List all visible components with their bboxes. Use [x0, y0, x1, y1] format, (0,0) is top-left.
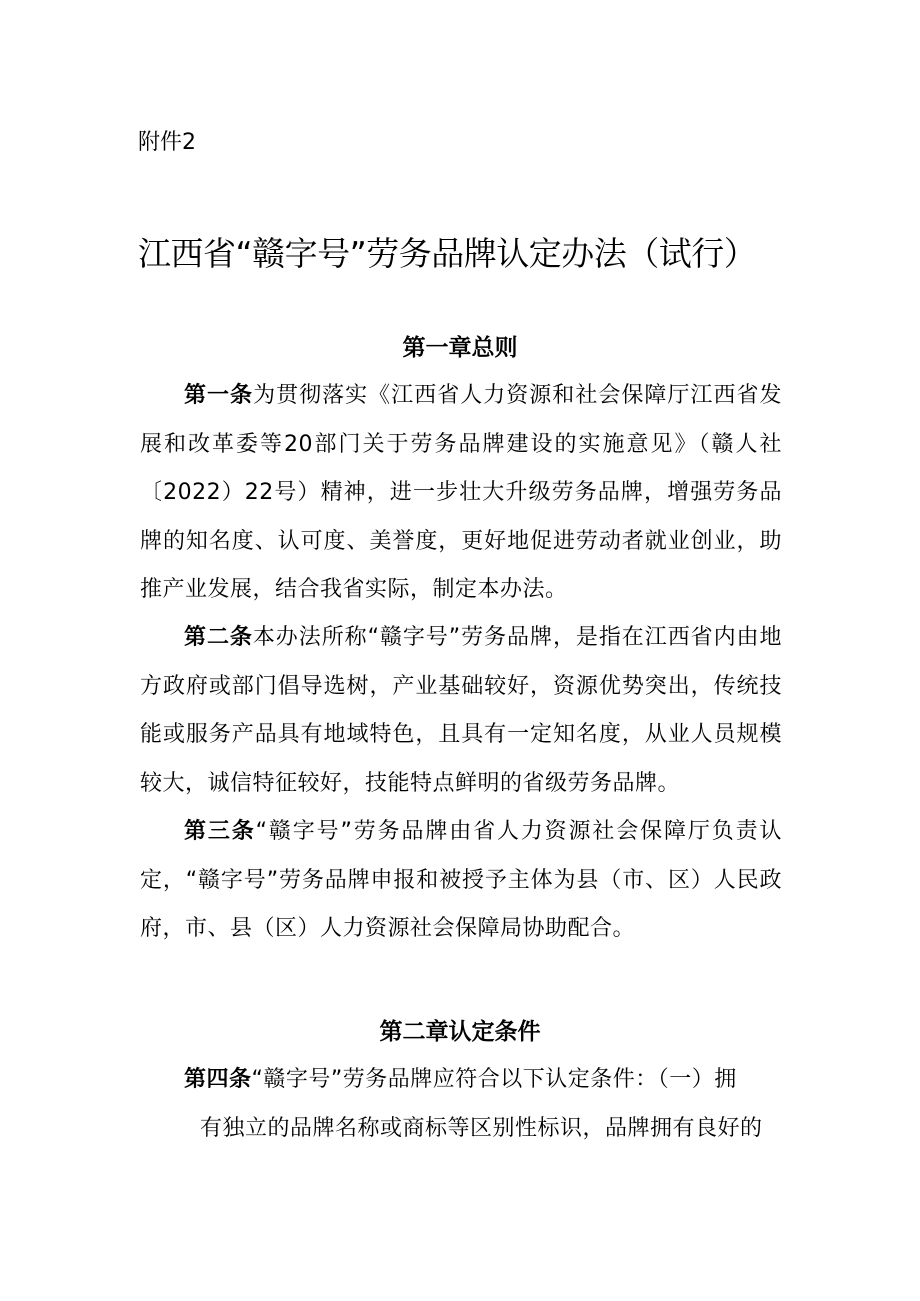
article-1-text: 为贯彻落实《江西省人力资源和社会保障厅江西省发展和改革委等20部门关于劳务品牌建设的实施意见》（赣人社〔2022）22号）精神，进一步壮大升级劳务品牌，增强劳务品牌的知名度、认可度、美誉度，更好地促进劳动者就业创业，助推产业发展，结合我省实际，制定本办法。 [140, 383, 782, 602]
chapter-heading-1: 第一章总则 [402, 335, 518, 361]
article-3-text: “赣字号”劳务品牌由省人力资源社会保障厅负责认定，“赣字号”劳务品牌申报和被授予主体为县（市、区）人民政府，市、县（区）人力资源社会保障局协助配合。 [140, 819, 782, 941]
article-4-number: 第四条 [184, 1067, 252, 1092]
article-2-number: 第二条 [184, 625, 253, 650]
article-3 [140, 808, 782, 954]
chapter-heading-2: 第二章认定条件 [379, 1019, 541, 1045]
article-2-text: 本办法所称“赣字号”劳务品牌，是指在江西省内由地方政府或部门倡导选树，产业基础较好，资源优势突出，传统技能或服务产品具有地域特色，且具有一定知名度，从业人员规模较大，诚信特征较好，技能特点鲜明的省级劳务品牌。 [140, 625, 782, 796]
article-1-number: 第一条 [184, 383, 254, 408]
attachment-label: 附件2 [138, 130, 196, 155]
article-4-text-line2: 有独立的品牌名称或商标等区别性标识，品牌拥有良好的 [200, 1115, 763, 1141]
article-3-number: 第三条 [184, 819, 256, 844]
article-4 [140, 1056, 782, 1153]
article-1 [140, 372, 782, 615]
article-2 [140, 614, 782, 808]
article-4-text-line1: “赣字号”劳务品牌应符合以下认定条件：（一）拥 [251, 1067, 737, 1092]
document-title: 江西省“赣字号”劳务品牌认定办法（试行） [138, 234, 757, 273]
